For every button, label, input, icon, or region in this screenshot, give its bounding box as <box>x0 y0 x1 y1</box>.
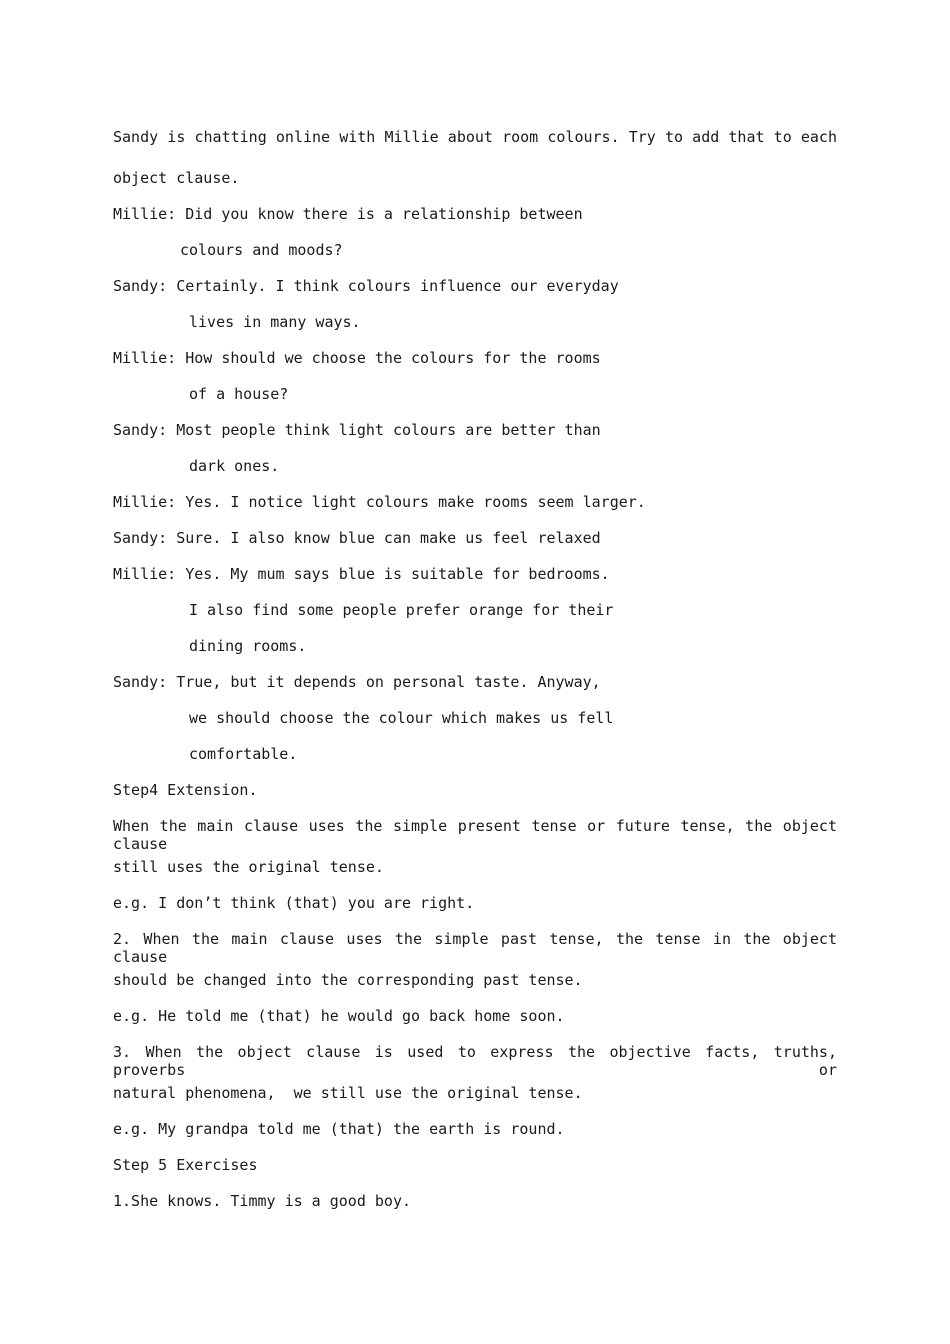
rule-line: still uses the original tense. <box>113 858 384 876</box>
example-line: e.g. He told me (that) he would go back home soon. <box>113 1007 565 1025</box>
example-line: e.g. I don’t think (that) you are right. <box>113 894 475 912</box>
rule-line: 2. When the main clause uses the simple past tense, the tense in the object clause <box>113 930 837 966</box>
example-line: e.g. My grandpa told me (that) the earth is round. <box>113 1120 565 1138</box>
dialogue-line: Millie: Yes. My mum says blue is suitable for bedrooms. <box>113 565 610 583</box>
dialogue-line: comfortable. <box>189 745 298 763</box>
exercise-item: 1.She knows. Timmy is a good boy. <box>113 1192 412 1210</box>
dialogue-line: Millie: How should we choose the colours for the rooms <box>113 349 601 367</box>
dialogue-line: lives in many ways. <box>189 313 361 331</box>
dialogue-line: Sandy: Certainly. I think colours influence our everyday <box>113 277 619 295</box>
intro-line: object clause. <box>113 169 240 187</box>
dialogue-line: we should choose the colour which makes us fell <box>189 709 614 727</box>
dialogue-line: dining rooms. <box>189 637 307 655</box>
section-heading: Step4 Extension. <box>113 781 258 799</box>
section-heading: Step 5 Exercises <box>113 1156 258 1174</box>
rule-line: When the main clause uses the simple present tense or future tense, the object clause <box>113 817 837 853</box>
dialogue-line: dark ones. <box>189 457 280 475</box>
rule-line: natural phenomena, we still use the original tense. <box>113 1084 583 1102</box>
intro-line: Sandy is chatting online with Millie about room colours. Try to add that to each <box>113 128 837 146</box>
dialogue-line: Millie: Yes. I notice light colours make rooms seem larger. <box>113 493 646 511</box>
dialogue-line: Millie: Did you know there is a relationship between <box>113 205 583 223</box>
rule-line: should be changed into the corresponding past tense. <box>113 971 583 989</box>
dialogue-line: of a house? <box>189 385 289 403</box>
dialogue-line: I also find some people prefer orange for their <box>189 601 614 619</box>
dialogue-line: colours and moods? <box>180 241 343 259</box>
rule-line: 3. When the object clause is used to express the objective facts, truths, proverbs or <box>113 1043 837 1079</box>
dialogue-line: Sandy: Sure. I also know blue can make us feel relaxed <box>113 529 601 547</box>
dialogue-line: Sandy: True, but it depends on personal taste. Anyway, <box>113 673 601 691</box>
dialogue-line: Sandy: Most people think light colours are better than <box>113 421 601 439</box>
